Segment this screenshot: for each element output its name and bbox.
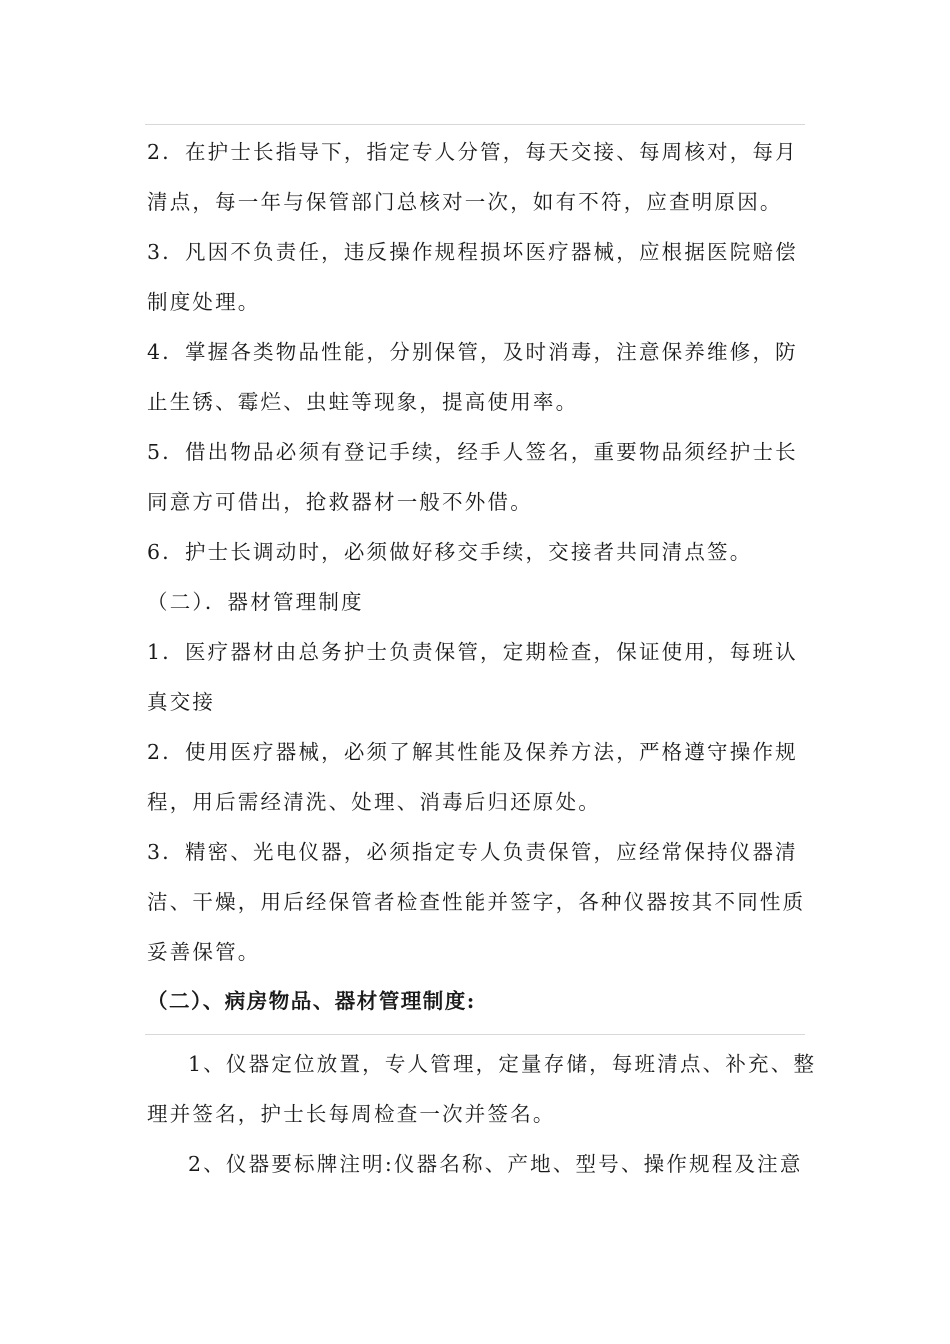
- subsection-title: （二）．器材管理制度: [147, 590, 364, 614]
- text-line: 清点，每一年与保管部门总核对一次，如有不符，应查明原因。: [147, 190, 783, 214]
- text-line: 同意方可借出，抢救器材一般不外借。: [147, 490, 533, 514]
- text-line: 1．医疗器材由总务护士负责保管，定期检查，保证使用，每班认: [147, 640, 798, 664]
- text-line: 3．精密、光电仪器，必须指定专人负责保管，应经常保持仪器清: [147, 840, 798, 864]
- text-line: 2．使用医疗器械，必须了解其性能及保养方法，严格遵守操作规: [147, 740, 798, 764]
- text-line: 2、仪器要标牌注明:仪器名称、产地、型号、操作规程及注意: [188, 1152, 803, 1176]
- text-line: 4．掌握各类物品性能，分别保管，及时消毒，注意保养维修，防: [147, 340, 798, 364]
- text-line: 理并签名，护士长每周检查一次并签名。: [147, 1102, 556, 1126]
- text-line: 6．护士长调动时，必须做好移交手续，交接者共同清点签。: [147, 540, 753, 564]
- text-line: 洁、干燥，用后经保管者检查性能并签字，各种仪器按其不同性质: [147, 890, 806, 914]
- text-line: 3．凡因不负责任，违反操作规程损坏医疗器械，应根据医院赔偿: [147, 240, 798, 264]
- section-heading: （二）、病房物品、器材管理制度:: [147, 989, 476, 1013]
- text-line: 真交接: [147, 690, 216, 714]
- text-line: 妥善保管。: [147, 940, 261, 964]
- text-line: 5．借出物品必须有登记手续，经手人签名，重要物品须经护士长: [147, 440, 798, 464]
- top-divider: [145, 124, 805, 125]
- text-line: 止生锈、霉烂、虫蛀等现象，提高使用率。: [147, 390, 579, 414]
- text-line: 1、仪器定位放置，专人管理，定量存储，每班清点、补充、整: [188, 1052, 817, 1076]
- text-line: 制度处理。: [147, 290, 261, 314]
- section-divider: [145, 1034, 805, 1035]
- text-line: 2．在护士长指导下，指定专人分管，每天交接、每周核对，每月: [147, 140, 798, 164]
- text-line: 程，用后需经清洗、处理、消毒后归还原处。: [147, 790, 601, 814]
